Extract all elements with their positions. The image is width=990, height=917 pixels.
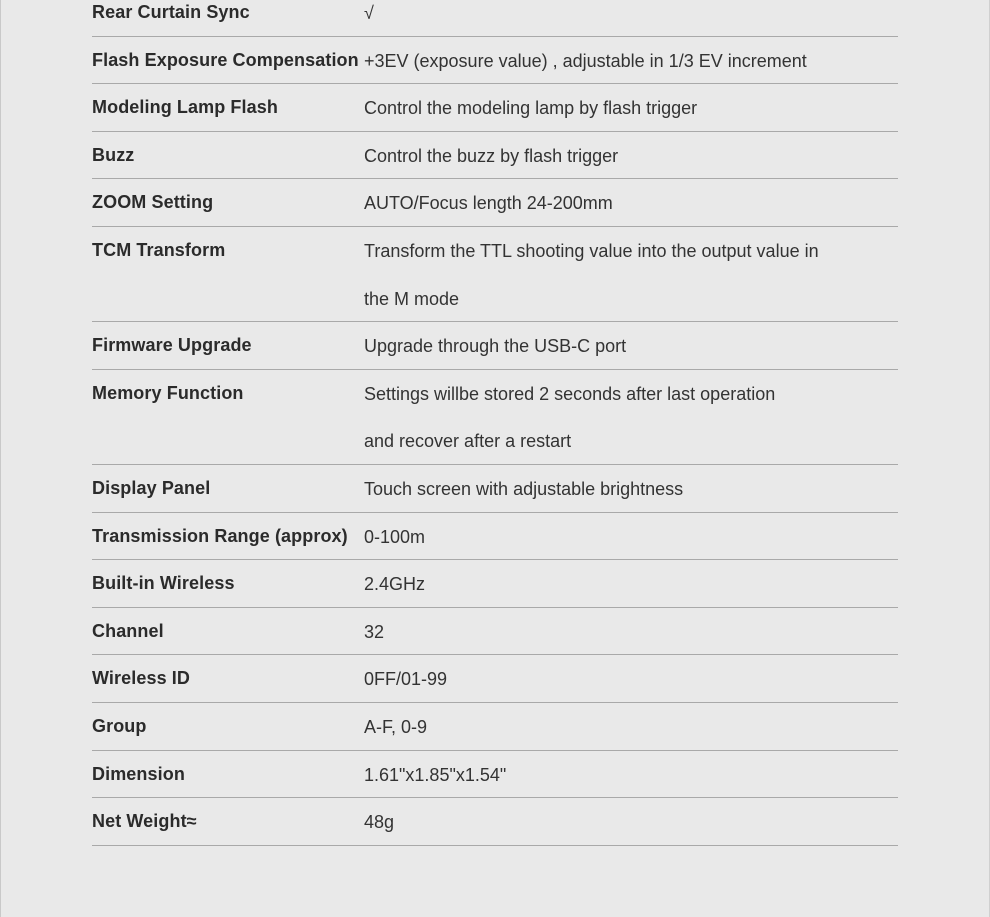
- spec-row: [92, 751, 898, 799]
- spec-row: [92, 179, 898, 227]
- spec-value-line: 2.4GHz: [364, 574, 426, 595]
- spec-value: [364, 370, 898, 464]
- spec-label: Flash Exposure Compensation: [92, 49, 359, 70]
- spec-value-line: +3EV (exposure value) , adjustable in 1/3 EV increment: [364, 50, 807, 71]
- spec-value-line: 1.61"x1.85"x1.54": [364, 764, 507, 785]
- spec-value-line: 48g: [364, 812, 395, 833]
- spec-label: Rear Curtain Sync: [92, 2, 250, 22]
- spec-label: Transmission Range (approx): [92, 525, 348, 546]
- spec-value: [364, 513, 898, 560]
- spec-label: Firmware Upgrade: [92, 335, 252, 356]
- spec-label: Display Panel: [92, 477, 211, 498]
- spec-value: [364, 84, 898, 131]
- spec-value-line: 0-100m: [364, 526, 426, 547]
- spec-row: [92, 0, 898, 37]
- spec-label: TCM Transform: [92, 239, 226, 260]
- spec-value-line: Touch screen with adjustable brightness: [364, 478, 684, 499]
- spec-value: [364, 798, 898, 845]
- spec-row: [92, 227, 898, 322]
- spec-value-line: and recover after a restart: [364, 431, 572, 452]
- spec-value: [364, 0, 898, 36]
- spec-value-line: 0FF/01-99: [364, 669, 448, 690]
- spec-row: [92, 84, 898, 132]
- spec-value: [364, 227, 898, 321]
- spec-value-line: Settings willbe stored 2 seconds after last operation: [364, 383, 776, 404]
- spec-value: [364, 608, 898, 655]
- spec-row: [92, 513, 898, 561]
- spec-value: [364, 703, 898, 750]
- spec-value-line: the M mode: [364, 288, 460, 309]
- spec-label: ZOOM Setting: [92, 192, 214, 213]
- spec-label: Buzz: [92, 144, 135, 165]
- spec-label: Wireless ID: [92, 668, 190, 689]
- spec-value: [364, 37, 898, 84]
- spec-value: [364, 465, 898, 512]
- spec-label: Group: [92, 715, 147, 736]
- spec-value: [364, 132, 898, 179]
- spec-value-line: Control the modeling lamp by flash trigger: [364, 98, 698, 119]
- spec-label: Dimension: [92, 763, 185, 784]
- spec-value-line: √: [364, 3, 374, 23]
- spec-value: [364, 655, 898, 702]
- spec-row: [92, 560, 898, 608]
- spec-value: [364, 179, 898, 226]
- spec-value-line: Control the buzz by flash trigger: [364, 145, 619, 166]
- spec-label: Net Weight≈: [92, 811, 197, 832]
- spec-row: [92, 703, 898, 751]
- spec-value-line: AUTO/Focus length 24-200mm: [364, 193, 613, 214]
- spec-value: [364, 322, 898, 369]
- spec-row: [92, 798, 898, 846]
- spec-value-line: 32: [364, 621, 385, 642]
- spec-row: [92, 465, 898, 513]
- spec-value: [364, 560, 898, 607]
- spec-value-line: A-F, 0-9: [364, 716, 428, 737]
- spec-label: Memory Function: [92, 382, 244, 403]
- spec-row: [92, 322, 898, 370]
- spec-table: [92, 0, 898, 846]
- frame-left-border: [0, 0, 1, 917]
- spec-value-line: Upgrade through the USB-C port: [364, 336, 627, 357]
- spec-row: [92, 370, 898, 465]
- spec-label: Modeling Lamp Flash: [92, 97, 278, 118]
- spec-row: [92, 655, 898, 703]
- spec-row: [92, 37, 898, 85]
- spec-label: Channel: [92, 620, 164, 641]
- spec-value-line: Transform the TTL shooting value into the output value in: [364, 240, 819, 261]
- spec-row: [92, 608, 898, 656]
- spec-value: [364, 751, 898, 798]
- spec-row: [92, 132, 898, 180]
- spec-label: Built-in Wireless: [92, 573, 235, 594]
